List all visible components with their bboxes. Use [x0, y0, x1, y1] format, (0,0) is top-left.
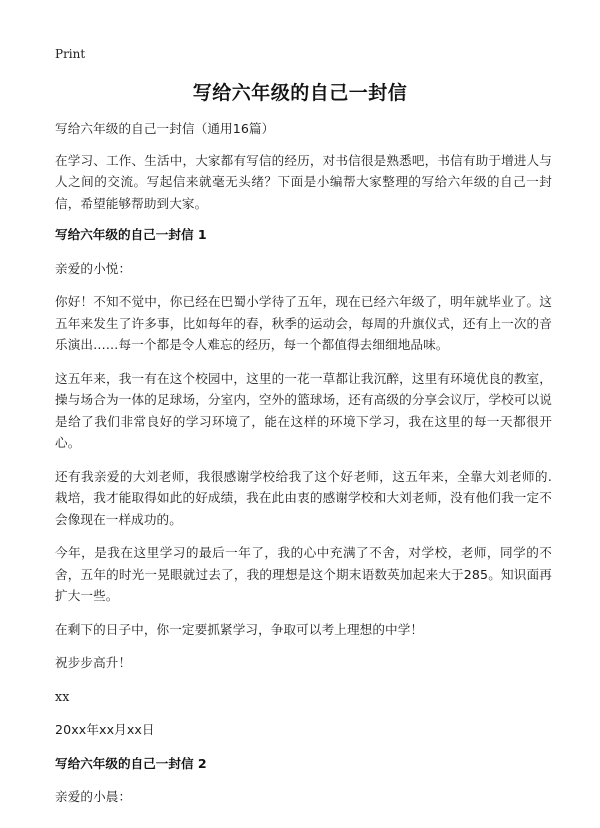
letter-paragraph: 今年，是我在这里学习的最后一年了，我的心中充满了不舍，对学校，老师，同学的不舍，五年的时光一晃眼就过去了，我的理想是这个期末语数英加起来大于285。知识面再扩大一些。 [55, 545, 552, 603]
print-label[interactable]: Print [55, 47, 86, 61]
letter-closing: 祝步步高升！ [55, 655, 132, 670]
letter-salutation: 亲爱的小悦： [55, 260, 132, 276]
letter-heading: 写给六年级的自己一封信 2 [55, 755, 207, 771]
letter-salutation: 亲爱的小晨： [55, 789, 132, 804]
letter-paragraph: 在剩下的日子中，你一定要抓紧学习，争取可以考上理想的中学！ [55, 621, 424, 637]
document-subtitle: 写给六年级的自己一封信（通用16篇） [55, 121, 275, 136]
letter-date: 20xx年xx月xx日 [55, 722, 155, 737]
letter-signature: xx [55, 688, 70, 704]
letter-paragraph: 这五年来，我一有在这个校园中，这里的一花一草都让我沉醉，这里有环境优良的教室，操与场合为一体的足球场，分室内，空外的篮球场，还有高级的分享会议厅，学校可以说是给了我们非常良好的学习环境了，能在这样的环境下学习，我在这里的每一天都很开心。 [55, 370, 552, 450]
intro-paragraph: 在学习、工作、生活中，大家都有写信的经历，对书信很是熟悉吧，书信有助于增进人与人之间的交流。写起信来就毫无头绪？下面是小编帮大家整理的写给六年级的自己一封信，希望能够帮助到大家。 [55, 152, 552, 211]
document-body [55, 118, 552, 820]
letter-heading: 写给六年级的自己一封信 1 [55, 227, 207, 242]
page-title: 写给六年级的自己一封信 [192, 82, 408, 104]
letter-paragraph: 还有我亲爱的大刘老师，我很感谢学校给我了这个好老师，这五年来，全靠大刘老师的.栽培，我才能取得如此的好成绩，我在此由衷的感谢学校和大刘老师，没有他们我一定不会像现在一样成功的。 [55, 468, 552, 527]
letter-paragraph: 你好！不知不觉中，你已经在巴蜀小学待了五年，现在已经六年级了，明年就毕业了。这五年来发生了许多事，比如每年的春，秋季的运动会，每周的升旗仪式，还有上一次的音乐演出……每一个都是令人难忘的经历，每一个都值得去细细地品味。 [55, 294, 552, 352]
